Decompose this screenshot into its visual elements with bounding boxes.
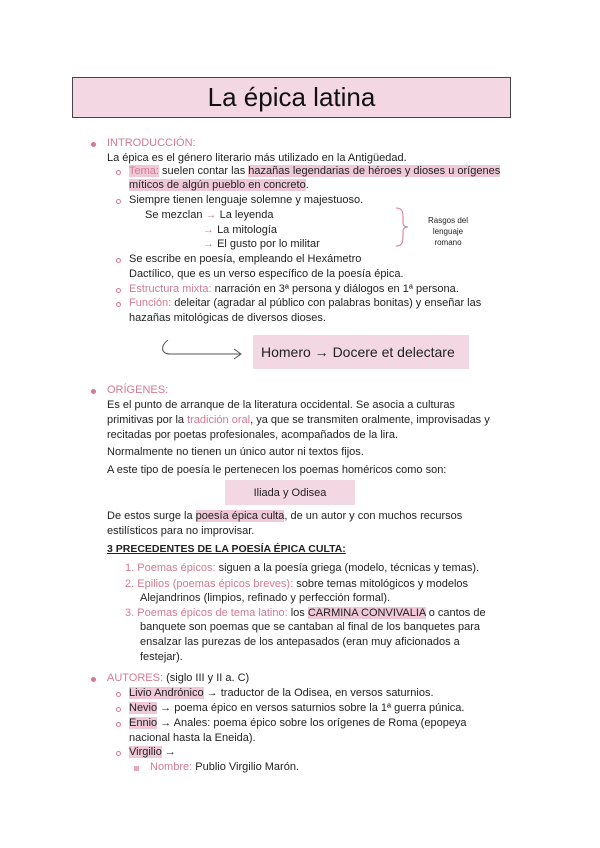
nevio-line <box>129 701 464 715</box>
rasgos-note <box>418 215 478 248</box>
estructura-text: narración en 3ª persona y diálogos en 1ª persona. <box>214 283 459 295</box>
sub-bullet-icon <box>116 751 121 756</box>
nevio-name: Nevio <box>129 702 158 714</box>
iliada-box <box>225 480 355 505</box>
lenguaje-text: Siempre tienen lenguaje solemne y majestuoso. <box>129 194 364 206</box>
livio-text: → traductor de la Odisea, en versos saturnios. <box>206 687 434 699</box>
mezclan-line <box>145 208 273 222</box>
ennio-text-2: nacional hasta la Eneida). <box>129 732 256 744</box>
item-text: siguen a la poesía griega (modelo, técnicas y temas). <box>218 562 480 574</box>
ennio-name: Ennio <box>129 717 158 729</box>
tema-highlight: hazañas legendarias de héroes y dioses u orígenes <box>248 165 501 177</box>
tema-text: suelen contar las <box>162 165 246 177</box>
item-label: Poemas épicos de tema latino: <box>137 607 288 619</box>
title-box <box>72 77 511 118</box>
item-label: Poemas épicos: <box>137 562 216 574</box>
precedente-item-2-line-2: Alejandrinos (limpios, refinado y perfección formal). <box>140 592 391 604</box>
gusto-text: El gusto por lo militar <box>217 238 320 250</box>
tema-label: Tema: <box>129 165 159 177</box>
tema-line-2 <box>129 178 309 192</box>
estructura-line <box>129 282 459 296</box>
arrow-icon: → <box>203 238 218 250</box>
poesia-text: Se escribe en poesía, empleando el Hexámetro <box>129 253 362 265</box>
mitologia-line <box>203 223 277 237</box>
sub-bullet-icon <box>116 692 121 697</box>
origenes-p5: A este tipo de poesía le pertenecen los poemas homéricos como son: <box>107 464 447 476</box>
arrow-icon: → <box>202 209 220 221</box>
sub-bullet-icon <box>116 288 121 293</box>
funcion-text: deleitar (agradar al público con palabras bonitas) y enseñar las <box>174 297 482 309</box>
origenes-p2-b: , ya que se transmiten oralmente, improvisadas y <box>250 414 490 426</box>
livio-name: Livio Andrónico <box>129 687 204 699</box>
nombre-text: Publio Virgilio Marón. <box>195 761 299 773</box>
estructura-label: Estructura mixta: <box>129 283 212 295</box>
sub-bullet-icon <box>116 170 121 175</box>
autores-note: (siglo III y II a. C) <box>166 672 250 684</box>
origenes-p1: Es el punto de arranque de la literatura occidental. Se asocia a culturas <box>107 399 455 411</box>
page-title: La épica latina <box>207 82 376 112</box>
nombre-line <box>150 760 299 774</box>
tema-highlight-2: míticos de algún pueblo en concreto <box>129 179 306 191</box>
square-bullet-icon <box>134 766 139 771</box>
curved-arrow-icon <box>158 338 248 364</box>
precedente-item-2 <box>125 577 468 591</box>
autores-heading: AUTORES: <box>107 672 164 684</box>
leyenda-text: La leyenda <box>219 209 274 221</box>
rasgos-line-2: lenguaje <box>432 227 464 236</box>
virgilio-name: Virgilio <box>129 746 162 758</box>
mitologia-text: La mitología <box>217 224 277 236</box>
iliada-text: Iliada y Odisea <box>253 486 327 499</box>
autores-heading-line <box>107 671 249 685</box>
tema-line <box>129 164 500 178</box>
funcion-text-2: hazañas mitológicas de diversos dioses. <box>129 312 326 324</box>
precedente-item-1 <box>125 561 479 575</box>
poesia-culta-highlight: poesía épica culta <box>195 510 285 522</box>
item-number: 2. <box>125 578 135 590</box>
origenes-p3: recitadas por poetas profesionales, acompañados de la lira. <box>107 429 399 441</box>
origenes-p6 <box>107 509 462 523</box>
carmina-highlight: CARMINA CONVIVALIA <box>307 607 426 619</box>
origenes-p7: estilísticos para no improvisar. <box>107 525 255 537</box>
precedente-item-3 <box>125 606 486 620</box>
precedente-item-3-line-3: ensalzar las purezas de los antepasados (eran muy aficionados a <box>140 636 460 648</box>
arrow-icon: → <box>203 224 218 236</box>
origenes-p6-b: , de un autor y con muchos recursos <box>284 510 463 522</box>
homero-box <box>253 335 469 369</box>
item-text: sobre temas mitológicos y modelos <box>296 578 469 590</box>
homero-text: Homero → Docere et delectare <box>261 344 455 360</box>
sub-bullet-icon <box>116 199 121 204</box>
funcion-label: Función: <box>129 297 172 309</box>
arrow-icon: → <box>164 746 176 758</box>
brace-icon <box>394 207 410 247</box>
livio-line <box>129 686 434 700</box>
mezclan-label: Se mezclan <box>145 209 203 221</box>
item-text-a: los <box>290 607 305 619</box>
rasgos-line-3: romano <box>434 238 462 247</box>
origenes-p4: Normalmente no tienen un único autor ni textos fijos. <box>107 446 364 458</box>
ennio-line <box>129 716 467 730</box>
origenes-p2-a: primitivas por la <box>107 414 185 426</box>
funcion-line <box>129 296 481 310</box>
bullet-icon <box>91 142 96 147</box>
nevio-text: → poema épico en versos saturnios sobre la 1ª guerra púnica. <box>160 702 465 714</box>
item-text-b: o cantos de <box>428 607 486 619</box>
origenes-p2 <box>107 413 490 427</box>
tradicion-oral: tradición oral <box>187 414 251 426</box>
sub-bullet-icon <box>116 258 121 263</box>
sub-bullet-icon <box>116 707 121 712</box>
precedente-item-3-line-2: banquete son poemas que se cantaban al final de los banquetes para <box>140 621 481 633</box>
intro-heading: INTRODUCCIÓN: <box>107 137 196 149</box>
sub-bullet-icon <box>116 722 121 727</box>
precedentes-heading: 3 PRECEDENTES DE LA POESÍA ÉPICA CULTA: <box>107 543 346 555</box>
precedente-item-3-line-4: festejar). <box>140 651 183 663</box>
nombre-label: Nombre: <box>150 761 193 773</box>
ennio-text: → Anales: poema épico sobre los orígenes de Roma (epopeya <box>160 717 467 729</box>
origenes-heading: ORÍGENES: <box>107 384 169 396</box>
bullet-icon <box>91 677 96 682</box>
sub-bullet-icon <box>116 302 121 307</box>
intro-text: La épica es el género literario más utilizado en la Antigüedad. <box>107 152 407 164</box>
bullet-icon <box>91 389 96 394</box>
rasgos-line-1: Rasgos del <box>427 216 469 225</box>
item-number: 1. <box>125 562 135 574</box>
gusto-line <box>203 237 320 251</box>
dactilico-text: Dactílico, que es un verso específico de la poesía épica. <box>129 268 404 280</box>
tema-end: . <box>305 179 309 191</box>
virgilio-line <box>129 745 176 759</box>
item-label: Epilios (poemas épicos breves): <box>137 578 294 590</box>
item-number: 3. <box>125 607 135 619</box>
origenes-p6-a: De estos surge la <box>107 510 193 522</box>
